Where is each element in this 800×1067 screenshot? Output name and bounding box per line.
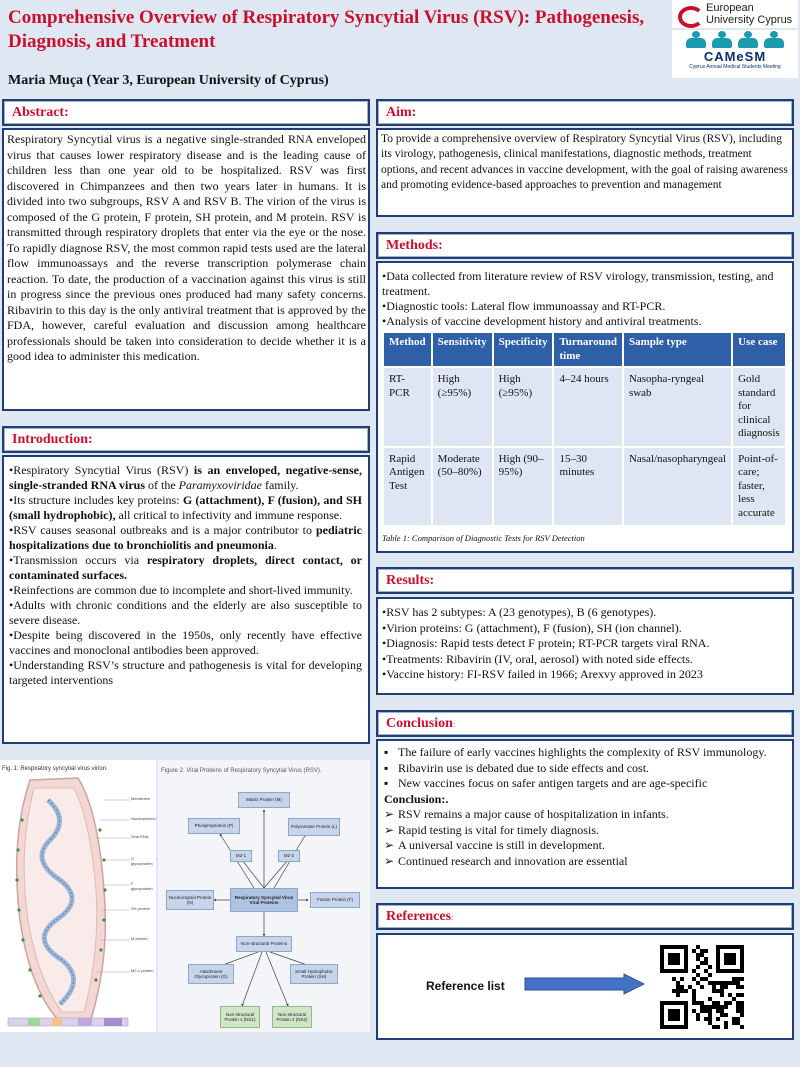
table-cell: Point-of-care; faster, less accurate (733, 448, 785, 526)
author-line: Maria Muça (Year 3, European University of Cyprus) (8, 73, 329, 88)
diagnostic-tests-table (382, 331, 787, 527)
results-bullet: •Vaccine history: FI-RSV failed in 1966; Arexvy approved in 2023 (382, 667, 703, 681)
references-box (376, 933, 794, 1040)
table-cell: 15–30 minutes (554, 448, 621, 526)
intro-bullet: •Its structure includes key proteins: G (attachment), F (fusion), and SH (small hydrophobic), all critical to infectivity and immune response. (9, 493, 363, 522)
euc-emblem-icon (676, 2, 702, 26)
table-cell: Rapid Antigen Test (384, 448, 431, 526)
node-attachment-glycoprotein: Attachment Glycoprotein (G) (188, 964, 234, 984)
table-cell: Nasopha-ryngeal swab (624, 368, 731, 446)
table-header-cell: Sensitivity (433, 333, 492, 366)
table-cell: Nasal/nasopharyngeal (624, 448, 731, 526)
aim-box (376, 128, 794, 217)
table-header-cell: Method (384, 333, 431, 366)
table-header-cell: Sample type (624, 333, 731, 366)
conclusion-box (376, 739, 794, 889)
introduction-heading: Introduction: (2, 426, 370, 453)
intro-bullet: •Transmission occurs via respiratory droplets, direct contact, or contaminated surfaces. (9, 553, 362, 582)
node-polymerase-protein: Polymerase Protein (L) (288, 818, 340, 836)
aim-text: To provide a comprehensive overview of Respiratory Syncytial Virus (RSV), including its virology, pathogenesis, clinical manifestations, diagnostic methods, treatment options, and recent advances in vaccine development, with the goal of raising awareness and promoting evidence-based approaches to prevention and management (381, 133, 788, 191)
intro-bullet: •Despite being discovered in the 1950s, only recently have effective vaccines and monoclonal antibodies been approved. (9, 628, 362, 657)
arrowhead-bullet-icon: ➢ (384, 853, 395, 868)
virion-label: SH protein (131, 906, 150, 911)
euc-logo-text: European University Cyprus (706, 2, 793, 26)
camesm-logo: CAMeSM Cyprus Annual Medical Students Meeting (672, 30, 798, 78)
reference-list-label: Reference list (426, 979, 505, 993)
conclusion-point-list (384, 807, 788, 869)
table-header-cell: Use case (733, 333, 785, 366)
node-m2-1: M2-1 (230, 850, 252, 862)
methods-box (376, 261, 794, 553)
virion-label: Nucleoprotein (131, 816, 156, 821)
node-m2-2: M2-2 (278, 850, 300, 862)
intro-bullet: •Adults with chronic conditions and the elderly are also susceptible to severe disease. (9, 598, 362, 627)
arrowhead-bullet-icon: ➢ (384, 807, 395, 821)
figure-viral-proteins-diagram (158, 760, 370, 1032)
node-nucleocapsid-protein: Nucleocapsid Protein (N) (166, 890, 214, 910)
virion-label: F glycoprotein (131, 881, 153, 891)
methods-bullet: •Diagnostic tools: Lateral flow immunoassay and RT-PCR. (382, 299, 666, 313)
node-rsv-viral-proteins: Respiratory Syncytial Virus Viral Proteins (230, 888, 298, 912)
arrow-right-icon (524, 973, 646, 995)
table-cell: High (90–95%) (494, 448, 553, 526)
results-bullet: •Diagnosis: Rapid tests detect F protein; RT-PCR targets viral RNA. (382, 636, 710, 650)
node-fusion-protein: Fusion Protein (F) (310, 892, 360, 908)
abstract-heading: Abstract: (2, 99, 370, 126)
conclusion-bullet: ▪ The failure of early vaccines highlights the complexity of RSV immunology. (384, 745, 767, 759)
virion-label: M2-1 protein (131, 968, 154, 973)
introduction-box (2, 455, 370, 744)
results-box (376, 597, 794, 695)
node-ns1: Non-structural Protein 1 (NS1) (220, 1006, 260, 1028)
introduction-bullet-list (4, 457, 368, 688)
table-cell: 4–24 hours (554, 368, 621, 446)
virion-label: M protein (131, 936, 148, 941)
virion-label: Viral RNA (131, 834, 149, 839)
table-caption: Table 1: Comparison of Diagnostic Tests for RSV Detection (382, 533, 585, 543)
conclusion-point: ➢ A universal vaccine is still in development. (384, 838, 605, 852)
european-university-cyprus-logo (672, 0, 798, 28)
results-bullet-list (378, 599, 792, 683)
table-header-cell: Specificity (494, 333, 553, 366)
table-row (384, 448, 785, 526)
intro-bullet: •Understanding RSV’s structure and pathogenesis is vital for developing targeted interventions (9, 658, 362, 687)
conclusion-heading: Conclusion: (376, 710, 794, 737)
results-bullet: •Treatments: Ribavirin (IV, oral, aerosol) with noted side effects. (382, 651, 693, 666)
abstract-box (2, 128, 370, 411)
figure1-caption: Fig. 1: Respiratory syncytial virus virion. (2, 766, 108, 772)
virion-label: Membrane (131, 796, 151, 801)
table-row (384, 368, 785, 446)
methods-heading: Methods: (376, 232, 794, 259)
table-cell: High (≥95%) (494, 368, 553, 446)
people-icon (686, 38, 784, 48)
node-ns2: Non-structural Protein 2 (NS2) (272, 1006, 312, 1028)
intro-bold-text: respiratory droplets, direct contact, or contaminated surfaces. (9, 553, 362, 582)
arrowhead-bullet-icon: ➢ (384, 838, 395, 852)
table-cell: Gold standard for clinical diagnosis (733, 368, 785, 446)
intro-bullet: •RSV causes seasonal outbreaks and is a major contributor to pediatric hospitalizations due to bronchiolitis and pneumonia. (9, 523, 362, 552)
results-heading: Results: (376, 567, 794, 594)
intro-italic-text: Paramyxoviridae (178, 478, 262, 492)
virion-label: G glycoprotein (131, 856, 153, 866)
qr-code-icon[interactable] (660, 945, 744, 1029)
intro-bold-text: G (attachment), F (fusion), and SH (small hydrophobic), (9, 493, 363, 522)
conclusion-point: ➢ RSV remains a major cause of hospitalization in infants. (384, 807, 669, 821)
intro-bold-text: is an enveloped, negative-sense, single-stranded RNA virus (9, 463, 362, 492)
references-heading: References: (376, 903, 794, 930)
figure-virion-structure (0, 760, 156, 1032)
square-bullet-icon: ▪ (384, 760, 389, 775)
square-bullet-icon: ▪ (384, 745, 389, 759)
arrowhead-bullet-icon: ➢ (384, 822, 395, 837)
conclusion-bullet: ▪ New vaccines focus on safer antigen targets and are age-specific (384, 776, 708, 790)
intro-bullet: •Respiratory Syncytial Virus (RSV) is an enveloped, negative-sense, single-stranded RNA virus of the Paramyxoviridae family. (9, 463, 362, 492)
node-non-structural-proteins: Non-structural Proteins (236, 936, 292, 952)
methods-bullet: •Analysis of vaccine development history and antiviral treatments. (382, 314, 702, 328)
table-cell: High (≥95%) (433, 368, 492, 446)
figure2-caption: Figure 2. Viral Proteins of Respiratory Syncytial Virus (RSV). (161, 768, 322, 774)
results-bullet: •RSV has 2 subtypes: A (23 genotypes), B (6 genotypes). (382, 605, 657, 619)
table-cell: RT-PCR (384, 368, 431, 446)
table-header-row (384, 333, 785, 366)
abstract-text: Respiratory Syncytial virus is a negative single-stranded RNA enveloped virus that causes lower respiratory disease and is the leading cause of children less than one year old to be hospitalized. RSV was first discovered in Chimpanzees and then two years later in humans. It is divided into two subgroups, RSV A and RSV B. The virion of the virus is composed of the G protein, F protein, SH protein, and M protein. RSV is transmitted through respiratory droplets that enter via the eye or the nose. To rapidly diagnose RSV, the most common rapid tests used are the lateral flow immunoassays and the reverse transcription polymerase chain reaction. To date, the production of a vaccination against this virus is still in progress since the previous ones produced had many safety concerns. Ribavirin to this day is the only antiviral treatment that is approved by the FDA, however, careful evaluation and discussion among healthcare professionals should be taken into consideration to decide whether it is a good idea to administer this medication. (7, 132, 366, 363)
methods-bullet-list (382, 269, 786, 329)
square-bullet-icon: ▪ (384, 776, 389, 790)
methods-bullet: •Data collected from literature review of RSV virology, transmission, testing, and treatment. (382, 269, 774, 298)
table-header-cell: Turnaround time (554, 333, 621, 366)
intro-bullet: •Reinfections are common due to incomplete and short-lived immunity. (9, 583, 353, 597)
poster-title: Comprehensive Overview of Respiratory Syncytial Virus (RSV): Pathogenesis, Diagnosis, and Treatment (8, 7, 645, 52)
node-matrix-protein: Matrix Protein (M) (238, 792, 290, 808)
node-small-hydrophobic-protein: Small Hydrophobic Protein (SH) (290, 964, 338, 984)
conclusion-point: ➢ Continued research and innovation are essential (384, 853, 628, 868)
conclusion-bullet: ▪ Ribavirin use is debated due to side effects and cost. (384, 760, 650, 775)
aim-heading: Aim: (376, 99, 794, 126)
conclusion-bullet-list (384, 745, 788, 792)
node-phosphoprotein: Phosphoprotein (P) (188, 818, 240, 834)
conclusion-subheading: Conclusion:. (384, 791, 449, 806)
conclusion-point: ➢ Rapid testing is vital for timely diagnosis. (384, 822, 599, 837)
results-bullet: •Virion proteins: G (attachment), F (fusion), SH (ion channel). (382, 620, 682, 635)
intro-bold-text: pediatric hospitalizations due to bronchiolitis and pneumonia (9, 523, 362, 552)
table-cell: Moderate (50–80%) (433, 448, 492, 526)
